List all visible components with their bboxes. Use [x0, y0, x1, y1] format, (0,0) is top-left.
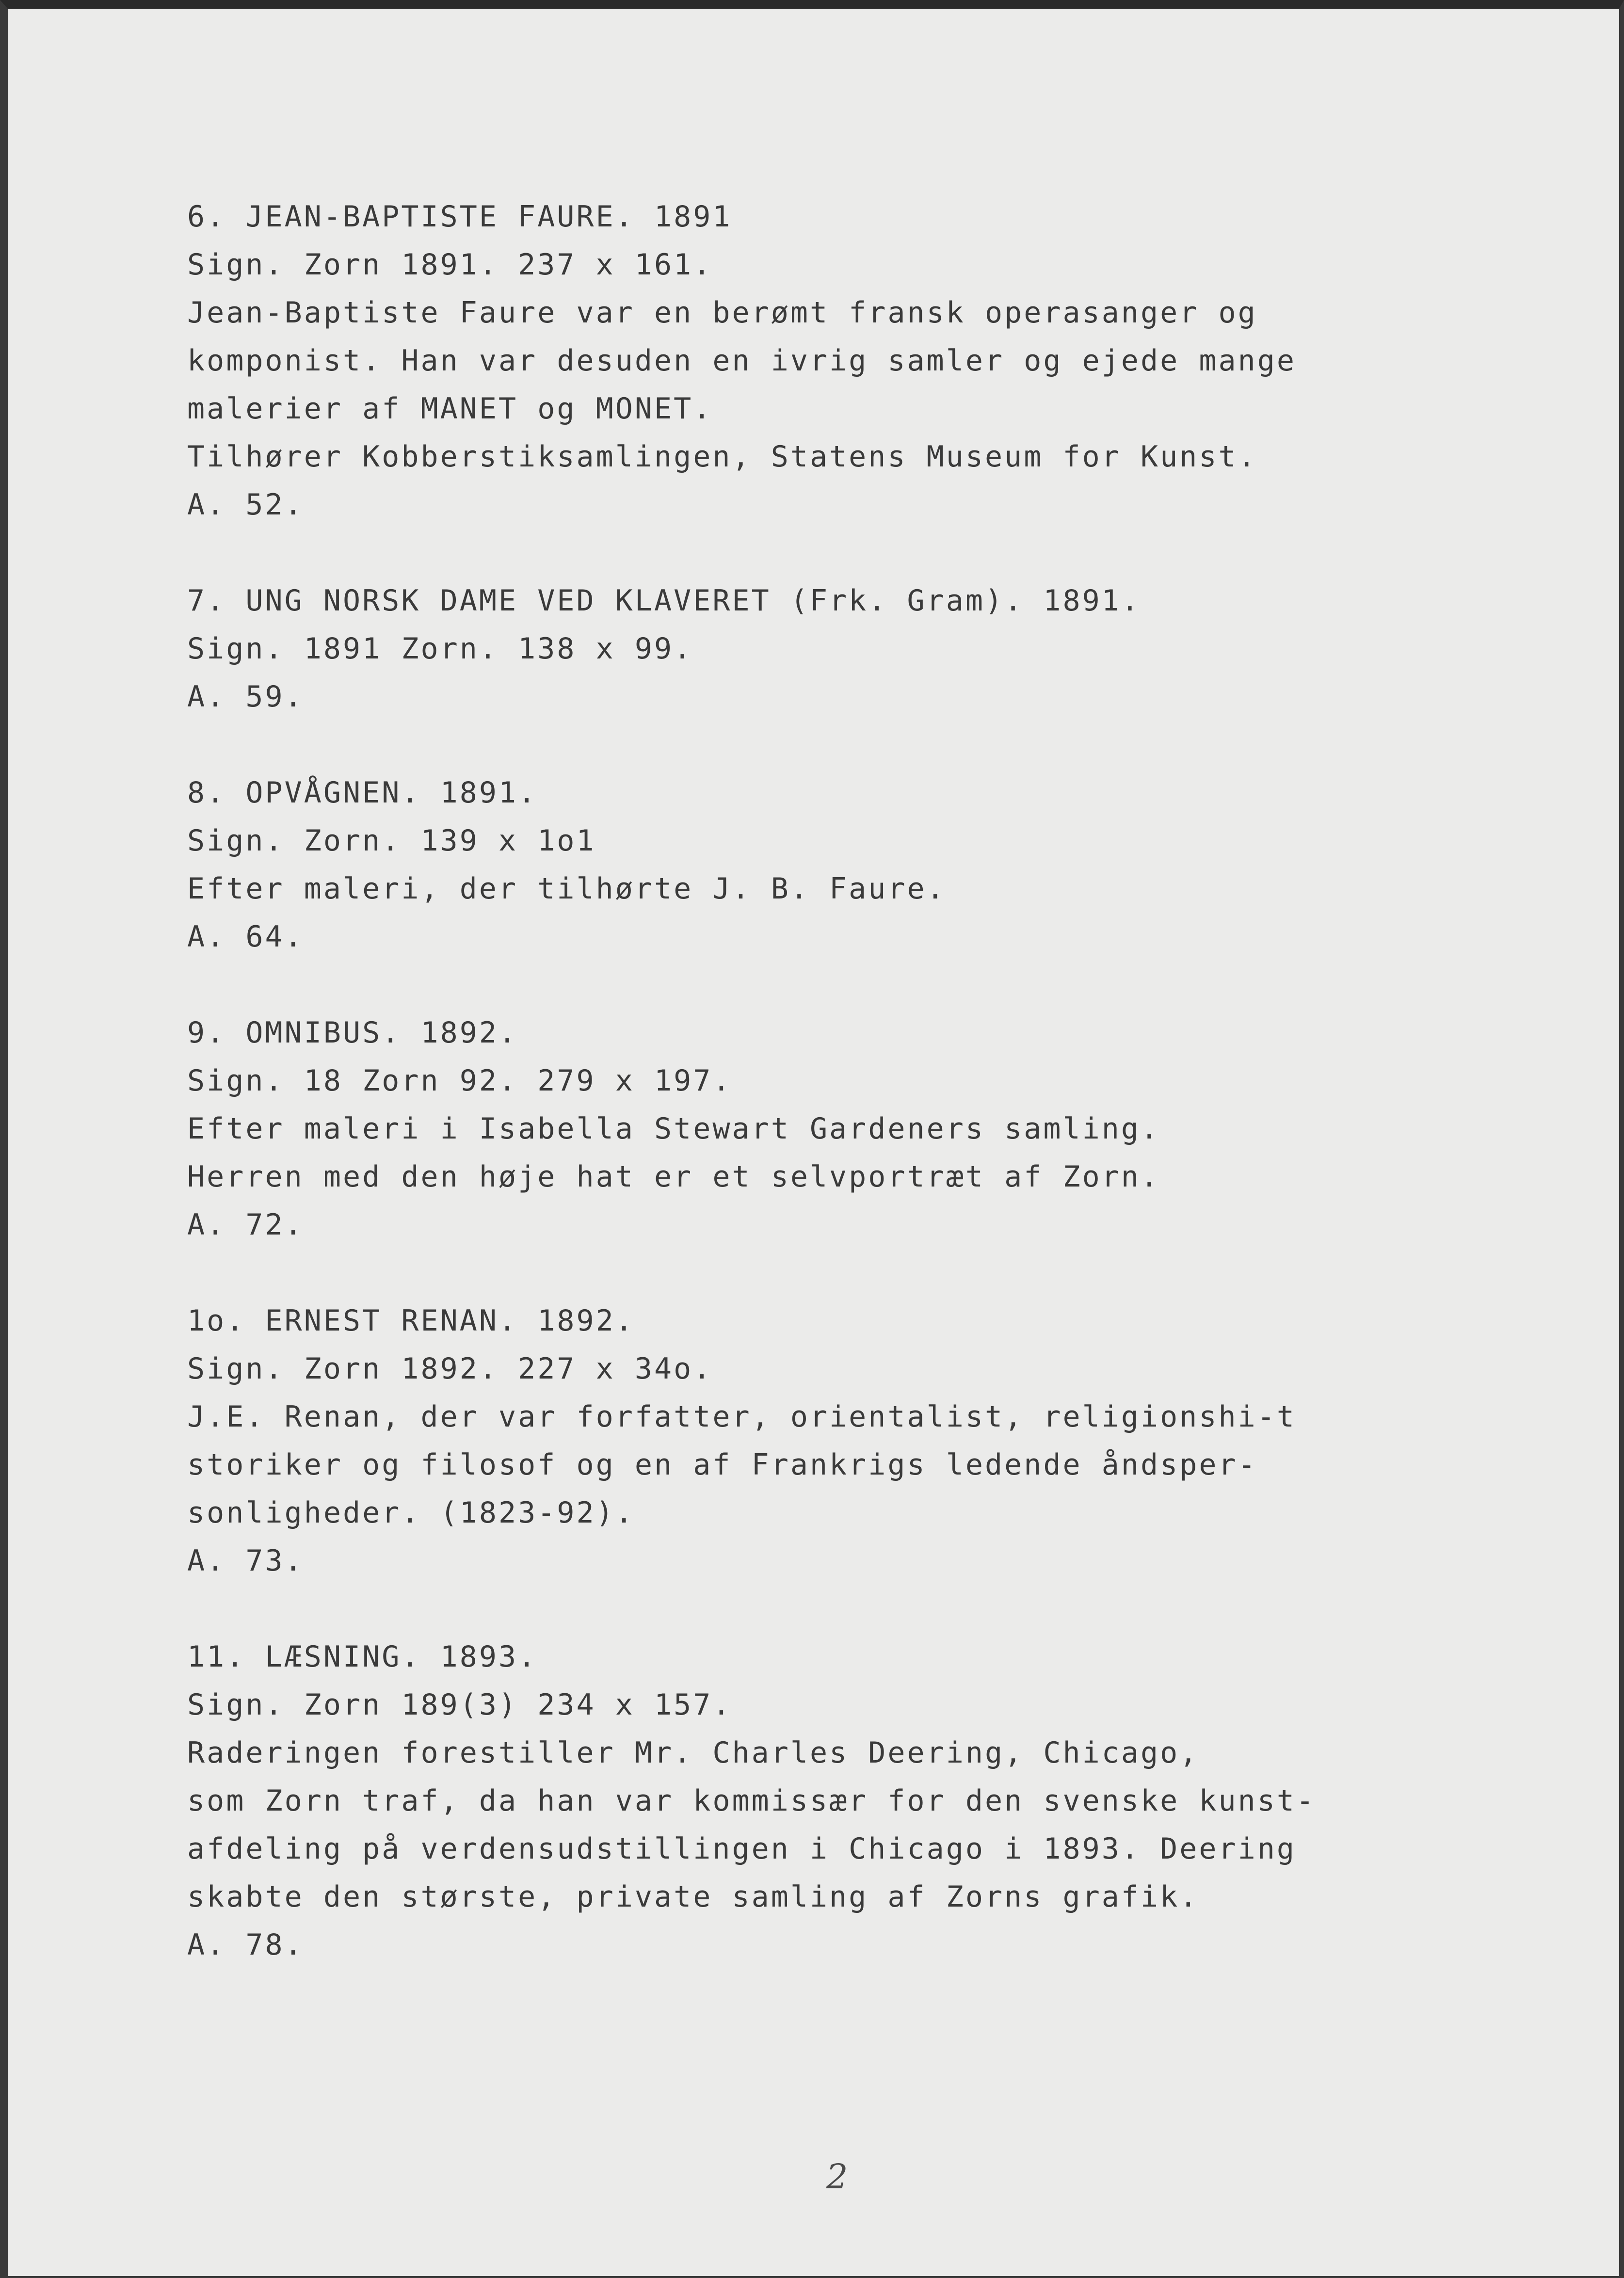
entry-signature: Sign. 1891 Zorn. 138 x 99. — [187, 632, 693, 666]
entry-text-line: som Zorn traf, da han var kommissær for den svenske kunst- — [187, 1784, 1316, 1818]
entry-text-line: Efter maleri i Isabella Stewart Gardeners samling. — [187, 1112, 1160, 1146]
entry-title: 6. JEAN-BAPTISTE FAURE. 1891 — [187, 200, 732, 234]
entry-text-line: sonligheder. (1823-92). — [187, 1496, 635, 1530]
entry-text-line: storiker og filosof og en af Frankrigs ledende åndsper- — [187, 1448, 1257, 1482]
entry-reference: A. 78. — [187, 1928, 304, 1962]
entry-text-line: komponist. Han var desuden en ivrig samler og ejede mange — [187, 344, 1297, 378]
catalog-entry-10 — [187, 1297, 1496, 1585]
entry-title: 11. LÆSNING. 1893. — [187, 1640, 538, 1674]
entry-text-line: malerier af MANET og MONET. — [187, 392, 713, 426]
entry-reference: A. 73. — [187, 1544, 304, 1578]
entry-text-line: Herren med den høje hat er et selvportræt af Zorn. — [187, 1160, 1160, 1194]
entry-text-line: Tilhører Kobberstiksamlingen, Statens Museum for Kunst. — [187, 440, 1257, 474]
entry-title: 1o. ERNEST RENAN. 1892. — [187, 1304, 635, 1338]
entry-signature: Sign. 18 Zorn 92. 279 x 197. — [187, 1064, 732, 1098]
entry-text-line: Jean-Baptiste Faure var en berømt fransk operasanger og — [187, 296, 1257, 330]
entry-title: 7. UNG NORSK DAME VED KLAVERET (Frk. Gram). 1891. — [187, 584, 1141, 618]
entry-reference: A. 72. — [187, 1208, 304, 1242]
entry-signature: Sign. Zorn 189(3) 234 x 157. — [187, 1688, 732, 1722]
page-number: 2 — [826, 2157, 848, 2197]
entry-title: 9. OMNIBUS. 1892. — [187, 1016, 518, 1050]
entry-reference: A. 64. — [187, 920, 304, 954]
entry-text-line: afdeling på verdensudstillingen i Chicago i 1893. Deering — [187, 1832, 1297, 1866]
catalog-entry-6 — [187, 193, 1496, 529]
entry-reference: A. 59. — [187, 680, 304, 714]
catalog-entry-8 — [187, 769, 1496, 961]
entry-reference: A. 52. — [187, 488, 304, 522]
entry-signature: Sign. Zorn 1891. 237 x 161. — [187, 248, 713, 282]
catalog-entry-11 — [187, 1633, 1496, 1969]
entry-text-line: Raderingen forestiller Mr. Charles Deering, Chicago, — [187, 1736, 1199, 1770]
document-body — [187, 193, 1496, 2017]
entry-text-line: J.E. Renan, der var forfatter, orientalist, religionshi-t — [187, 1400, 1297, 1434]
entry-text-line: skabte den største, private samling af Zorns grafik. — [187, 1880, 1199, 1914]
catalog-entry-7 — [187, 577, 1496, 721]
entry-title: 8. OPVÅGNEN. 1891. — [187, 776, 538, 810]
entry-text-line: Efter maleri, der tilhørte J. B. Faure. — [187, 872, 946, 906]
entry-signature: Sign. Zorn. 139 x 1o1 — [187, 824, 596, 858]
catalog-entry-9 — [187, 1009, 1496, 1249]
entry-signature: Sign. Zorn 1892. 227 x 34o. — [187, 1352, 713, 1386]
